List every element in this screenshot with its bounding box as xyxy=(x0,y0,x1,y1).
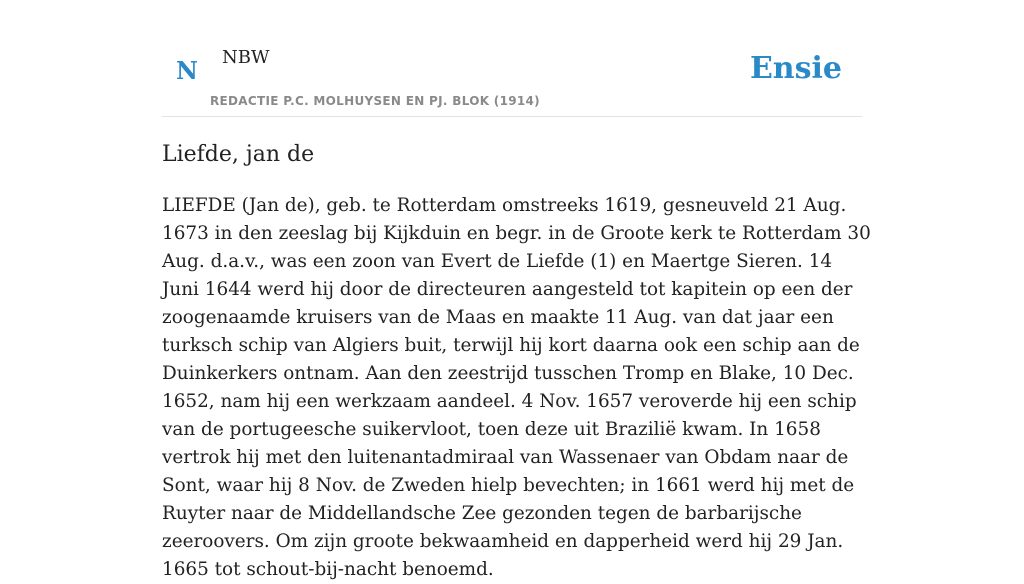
ensie-logo[interactable]: Ensie xyxy=(749,51,842,86)
source-subtitle: REDACTIE P.C. MOLHUYSEN EN PJ. BLOK (1914) xyxy=(210,94,540,108)
article-body: LIEFDE (Jan de), geb. te Rotterdam omstreeks 1619, gesneuveld 21 Aug. 1673 in den zeeslag bij Kijkduin en begr. in de Groote kerk te Rotterdam 30 Aug. d.a.v., was een zoon van Evert de Liefde (1) en Maertge Sieren. 14 Juni 1644 werd hij door de directeuren aangesteld tot kapitein op een der zoogenaamde kruisers van de Maas en maakte 11 Aug. van dat jaar een turksch schip van Algiers buit, terwijl hij kort daarna ook een schip aan de Duinkerkers ontnam. Aan den zeestrijd tusschen Tromp en Blake, 10 Dec. 1652, nam hij een werkzaam aandeel. 4 Nov. 1657 veroverde hij een schip van de portugeesche suikervloot, toen deze uit Brazilië kwam. In 1658 vertrok hij met den luitenantadmiraal van Wassenaer van Obdam naar de Sont, waar hij 8 Nov. de Zweden hielp bevechten; in 1661 werd hij met de Ruyter naar de Middellandsche Zee gezonden tegen de barbarijsche zeeroovers. Om zijn groote bekwaamheid en dapperheid werd hij 29 Jan. 1665 tot schout-bij-nacht benoemd. xyxy=(162,195,871,580)
source-logo-icon: N xyxy=(176,56,198,85)
site-header xyxy=(162,0,862,117)
page-title: Liefde, jan de xyxy=(162,142,315,167)
source-name[interactable]: NBW xyxy=(222,47,270,68)
